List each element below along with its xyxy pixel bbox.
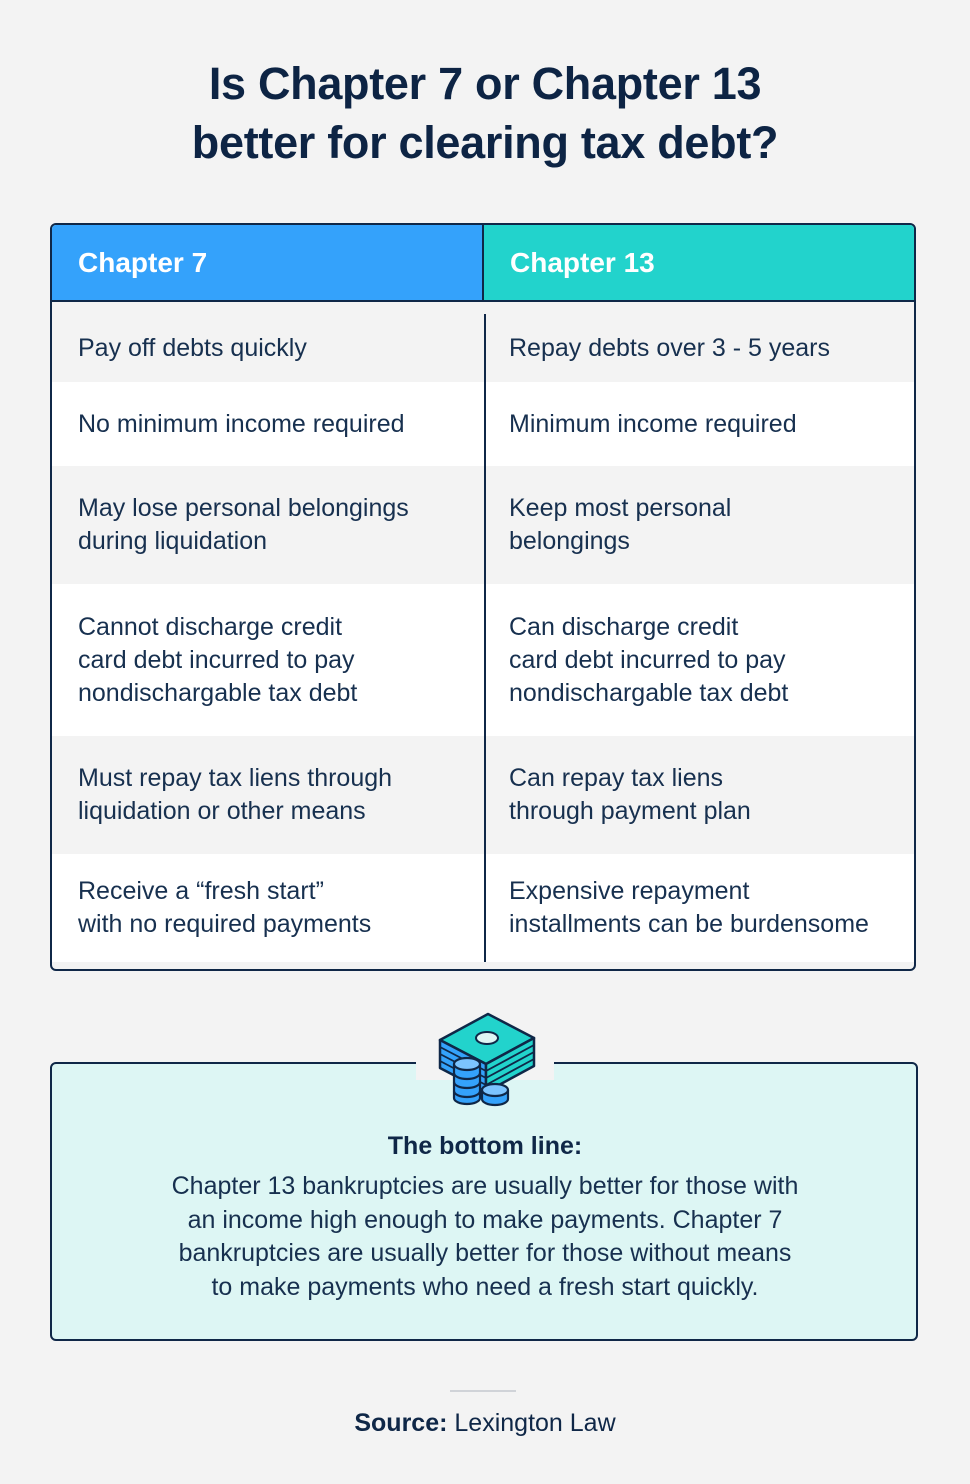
source-label: Source: <box>354 1409 448 1437</box>
column-divider <box>484 314 486 962</box>
table-cell-chapter-13: Can discharge credit card debt incurred to pay nondischargable tax debt <box>509 612 789 707</box>
bottom-line-text: Chapter 13 bankruptcies are usually better for those with an income high enough to make payments. Chapter 7 bankruptcies are usually better for those without means to make payments who need a fresh start quickly. <box>171 1172 799 1301</box>
table-cell-chapter-13: Minimum income required <box>509 409 797 438</box>
table-row <box>52 382 914 466</box>
table-row <box>52 854 914 962</box>
table-cell-chapter-13: Expensive repayment installments can be burdensome <box>509 877 869 938</box>
table-cell-chapter-7: No minimum income required <box>78 409 405 438</box>
table-cell-chapter-7: Receive a “fresh start” with no required payments <box>78 877 372 938</box>
table-cell-chapter-7: May lose personal belongings during liquidation <box>78 494 409 555</box>
table-cell-chapter-13: Keep most personal belongings <box>509 494 732 555</box>
table-row <box>52 314 914 382</box>
table-row <box>52 736 914 854</box>
table-cell-chapter-7: Pay off debts quickly <box>78 333 307 362</box>
table-cell-chapter-7: Cannot discharge credit card debt incurred to pay nondischargable tax debt <box>78 612 358 707</box>
bottom-line-heading: The bottom line: <box>387 1132 583 1160</box>
table-row <box>52 466 914 584</box>
title-line-2: better for clearing tax debt? <box>191 117 779 168</box>
comparison-table <box>50 223 916 971</box>
table-cell-chapter-7: Must repay tax liens through liquidation or other means <box>78 764 393 825</box>
header-chapter-13: Chapter 13 <box>484 225 914 300</box>
page-title <box>0 54 970 172</box>
source-credit <box>0 1409 970 1438</box>
header-chapter-7: Chapter 7 <box>52 225 484 300</box>
table-cell-chapter-13: Can repay tax liens through payment plan <box>509 764 751 825</box>
title-line-1: Is Chapter 7 or Chapter 13 <box>208 58 762 109</box>
table-row <box>52 584 914 736</box>
table-cell-chapter-13: Repay debts over 3 - 5 years <box>509 333 830 362</box>
money-stack-icon <box>432 1006 538 1110</box>
source-value: Lexington Law <box>447 1409 616 1437</box>
table-body <box>52 314 914 962</box>
source-divider <box>450 1390 516 1392</box>
table-header <box>52 225 914 302</box>
